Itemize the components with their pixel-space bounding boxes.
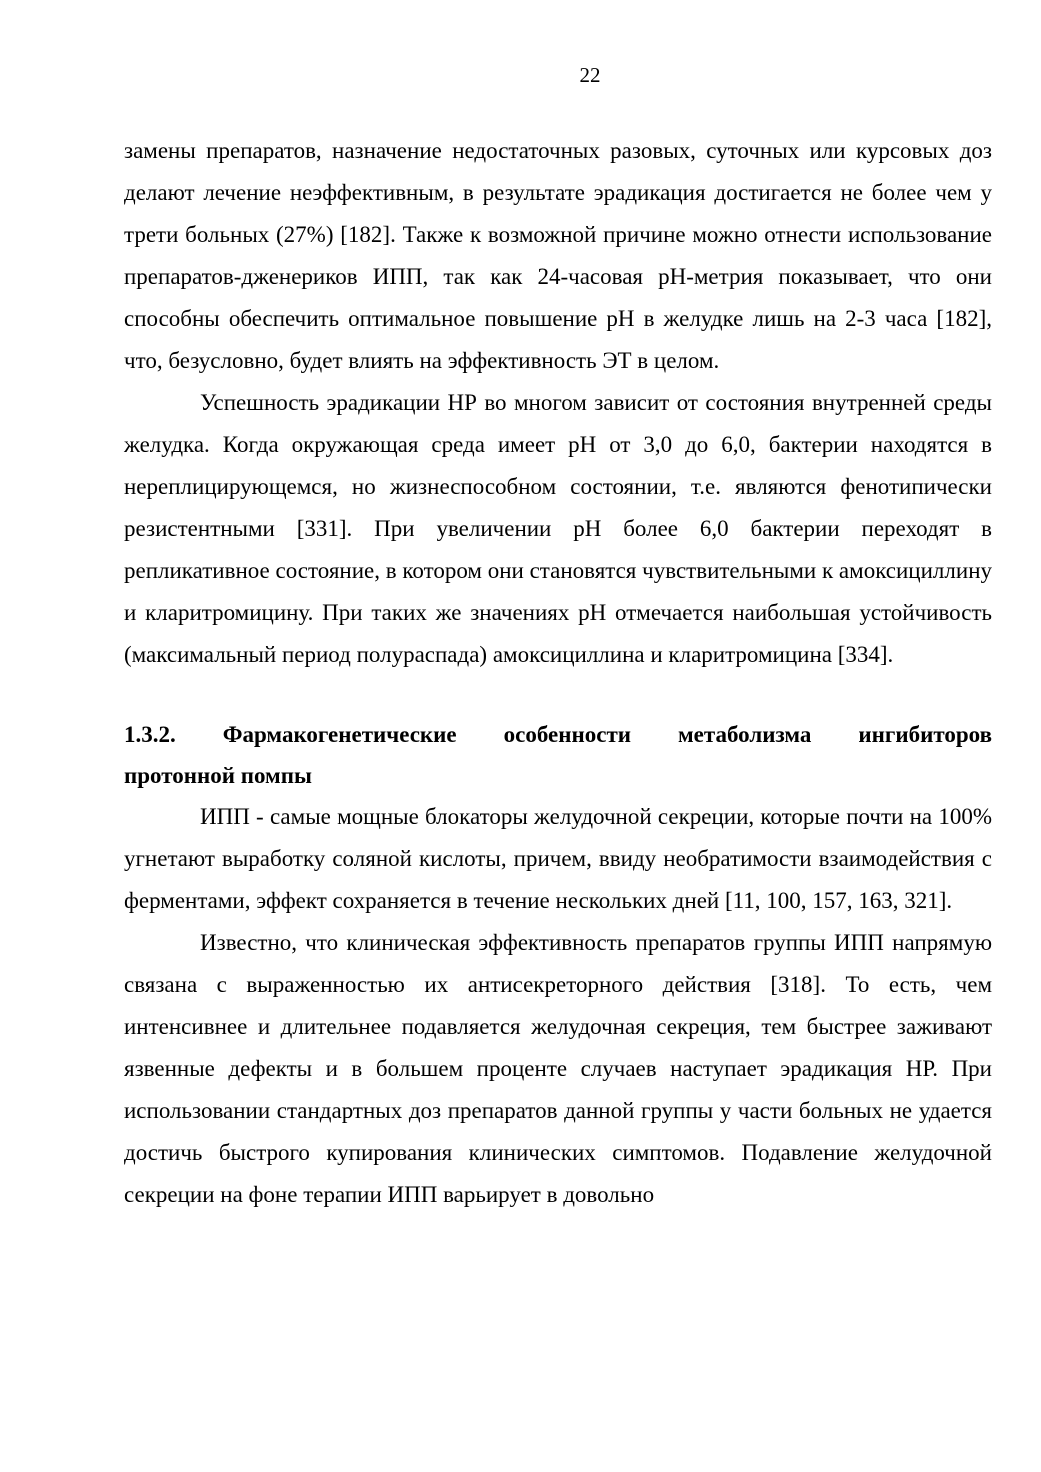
paragraph-clinical-efficacy: Известно, что клиническая эффективность препаратов группы ИПП напрямую связана с выраженностью их антисекреторного действия [318]. То есть, чем интенсивнее и длительнее подавляется желудочная секреция, тем быстрее заживают язвенные дефекты и в большем проценте случаев наступает эрадикация НР. При использовании стандартных доз препаратов данной группы у части больных не удается достичь быстрого купирования клинических симптомов. Подавление желудочной секреции на фоне терапии ИПП варьирует в довольно (124, 930, 992, 1207)
section-heading-line2: протонной помпы (124, 763, 312, 788)
paragraph-continuation: замены препаратов, назначение недостаточных разовых, суточных или курсовых доз делают лечение неэффективным, в результате эрадикация достигается не более чем у трети больных (27%) [182]. Также к возможной причине можно отнести использование препаратов-дженериков ИПП, так как 24-часовая рН-метрия показывает, что они способны обеспечить оптимальное повышение рН в желудке лишь на 2-3 часа [182], что, безусловно, будет влиять на эффективность ЭТ в целом. (124, 138, 992, 373)
document-body (124, 130, 992, 1216)
section-heading (124, 714, 992, 796)
paragraph-ppi-blockers: ИПП - самые мощные блокаторы желудочной секреции, которые почти на 100% угнетают выработку соляной кислоты, причем, ввиду необратимости взаимодействия с ферментами, эффект сохраняется в течение нескольких дней [11, 100, 157, 163, 321]. (124, 804, 992, 913)
section-heading-line1: 1.3.2. Фармакогенетические особенности метаболизма ингибиторов (124, 722, 992, 747)
paragraph-eradication-success: Успешность эрадикации НР во многом зависит от состояния внутренней среды желудка. Когда окружающая среда имеет рН от 3,0 до 6,0, бактерии находятся в нереплицирующемся, но жизнеспособном состоянии, т.е. являются фенотипически резистентными [331]. При увеличении рН более 6,0 бактерии переходят в репликативное состояние, в котором они становятся чувствительными к амоксициллину и кларитромицину. При таких же значениях рН отмечается наибольшая устойчивость (максимальный период полураспада) амоксициллина и кларитромицина [334]. (124, 390, 992, 667)
page-number: 22 (579, 63, 601, 87)
